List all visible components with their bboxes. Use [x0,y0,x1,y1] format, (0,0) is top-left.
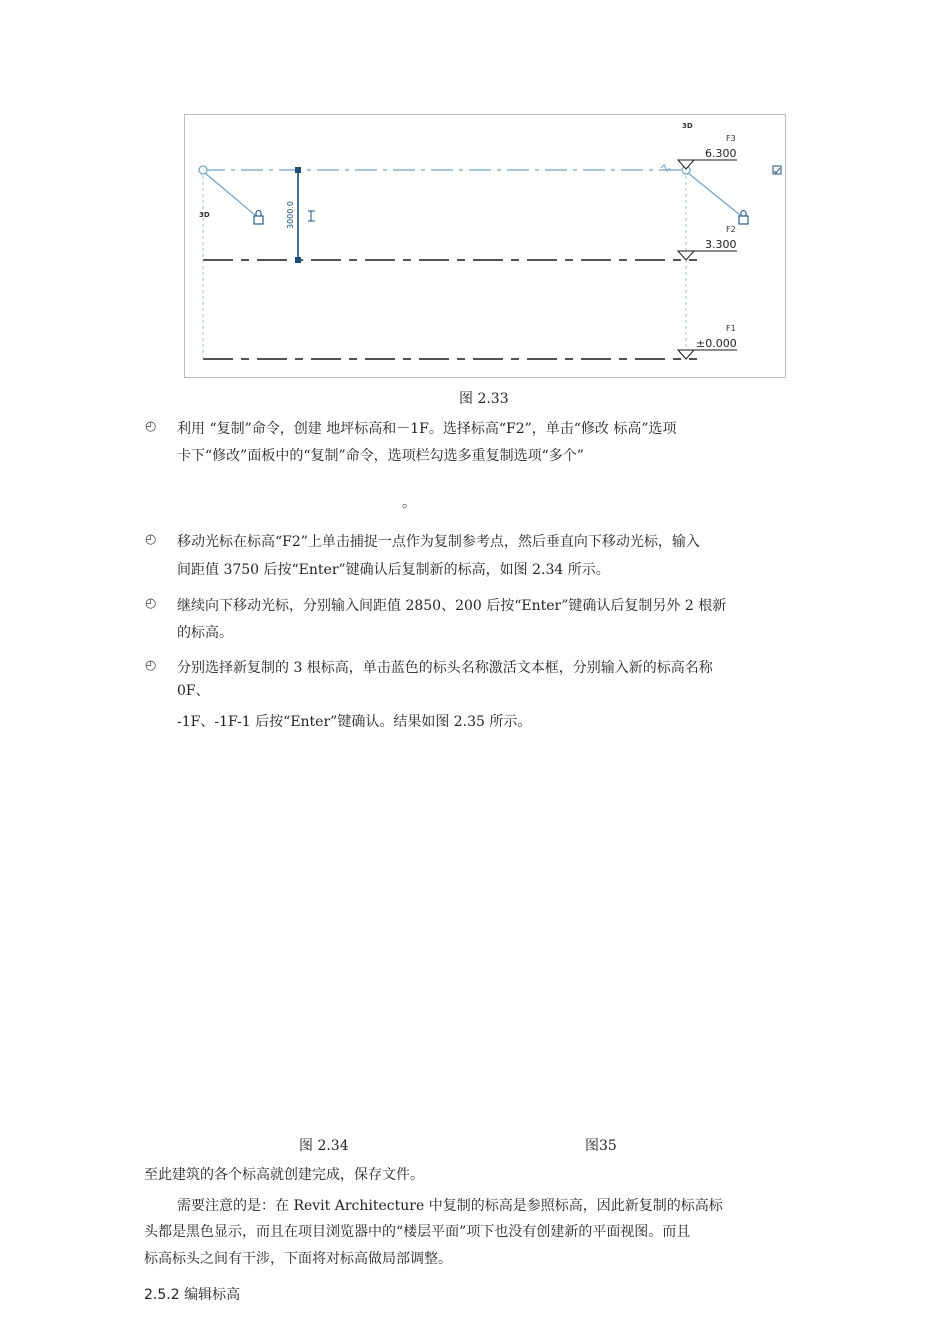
section-heading: 2.5.2 编辑标高 [144,1287,241,1303]
dimension-value[interactable]: 3000.0 [286,201,295,229]
paragraph-note-line-1: 需要注意的是：在 Revit Architecture 中复制的标高是参照标高，因此新复制的标高标 [177,1198,723,1214]
figure-level-elevation [184,114,786,378]
level-name-f3[interactable]: F3 [726,134,736,143]
dimension-grip-top[interactable] [295,167,301,173]
level-elevation-f1[interactable]: ±0.000 [696,337,737,350]
paragraph-note-line-2: 头都是黑色显示，而且在项目浏览器中的“楼层平面”项下也没有创建新的平面视图。而且 [144,1224,691,1240]
level-diagram [185,115,787,379]
dimension-toggle-icon[interactable] [308,211,315,221]
bullet-icon: ◴ [145,658,157,673]
lock-icon[interactable] [739,211,748,225]
tag-3d-top[interactable]: 3D [682,122,693,130]
figure-caption-2-35: 图35 [585,1138,617,1154]
step-3-line-1: 继续向下移动光标，分别输入间距值 2850、200 后按“Enter”键确认后复制另外 2 根新 [177,598,727,614]
bullet-icon: ◴ [145,596,157,611]
level-name-f2[interactable]: F2 [726,225,736,234]
step-4-line-1: 分别选择新复制的 3 根标高，单击蓝色的标头名称激活文本框，分别输入新的标高名称 [177,660,713,676]
dimension-grip-bottom[interactable] [295,257,301,263]
level-end-handle-left[interactable] [199,166,207,174]
level-elevation-f2[interactable]: 3.300 [705,238,737,251]
checkbox-icon[interactable] [773,166,781,174]
step-4-line-2: 0F、 [177,683,210,699]
level-head-f1[interactable] [678,324,737,359]
lock-icon[interactable] [254,211,263,225]
level-name-f1[interactable]: F1 [726,324,736,333]
step-2-line-1: 移动光标在标高“F2”上单击捕捉一点作为复制参考点，然后垂直向下移动光标，输入 [177,534,700,550]
bullet-icon: ◴ [145,532,157,547]
level-elevation-f3[interactable]: 6.300 [705,147,737,160]
step-1-line-1: 利用 “复制”命令，创建 地坪标高和－1F。选择标高“F2”，单击“修改 标高”选项 [177,421,677,437]
paragraph-note-line-3: 标高标头之间有干涉，下面将对标高做局部调整。 [144,1251,452,1267]
figure-caption-2-34: 图 2.34 [299,1138,349,1154]
paragraph-complete: 至此建筑的各个标高就创建完成，保存文件。 [144,1167,424,1183]
bullet-icon: ◴ [145,419,157,434]
level-head-f2[interactable] [678,225,737,260]
step-1-line-2: 卡下“修改”面板中的“复制”命令，选项栏勾选多重复制选项“多个” [177,448,584,464]
leader-line-left [205,173,255,215]
step-3-line-2: 的标高。 [177,625,233,641]
leader-line-right [688,173,740,215]
figure-caption-2-33: 图 2.33 [459,391,509,407]
level-head-f3[interactable] [678,134,737,169]
stray-period: 。 [402,495,416,511]
step-4-continuation: -1F、-1F-1 后按“Enter”键确认。结果如图 2.35 所示。 [177,714,532,730]
tag-3d-left[interactable]: 3D [199,211,210,219]
step-2-line-2: 间距值 3750 后按“Enter”键确认后复制新的标高，如图 2.34 所示。 [177,562,610,578]
